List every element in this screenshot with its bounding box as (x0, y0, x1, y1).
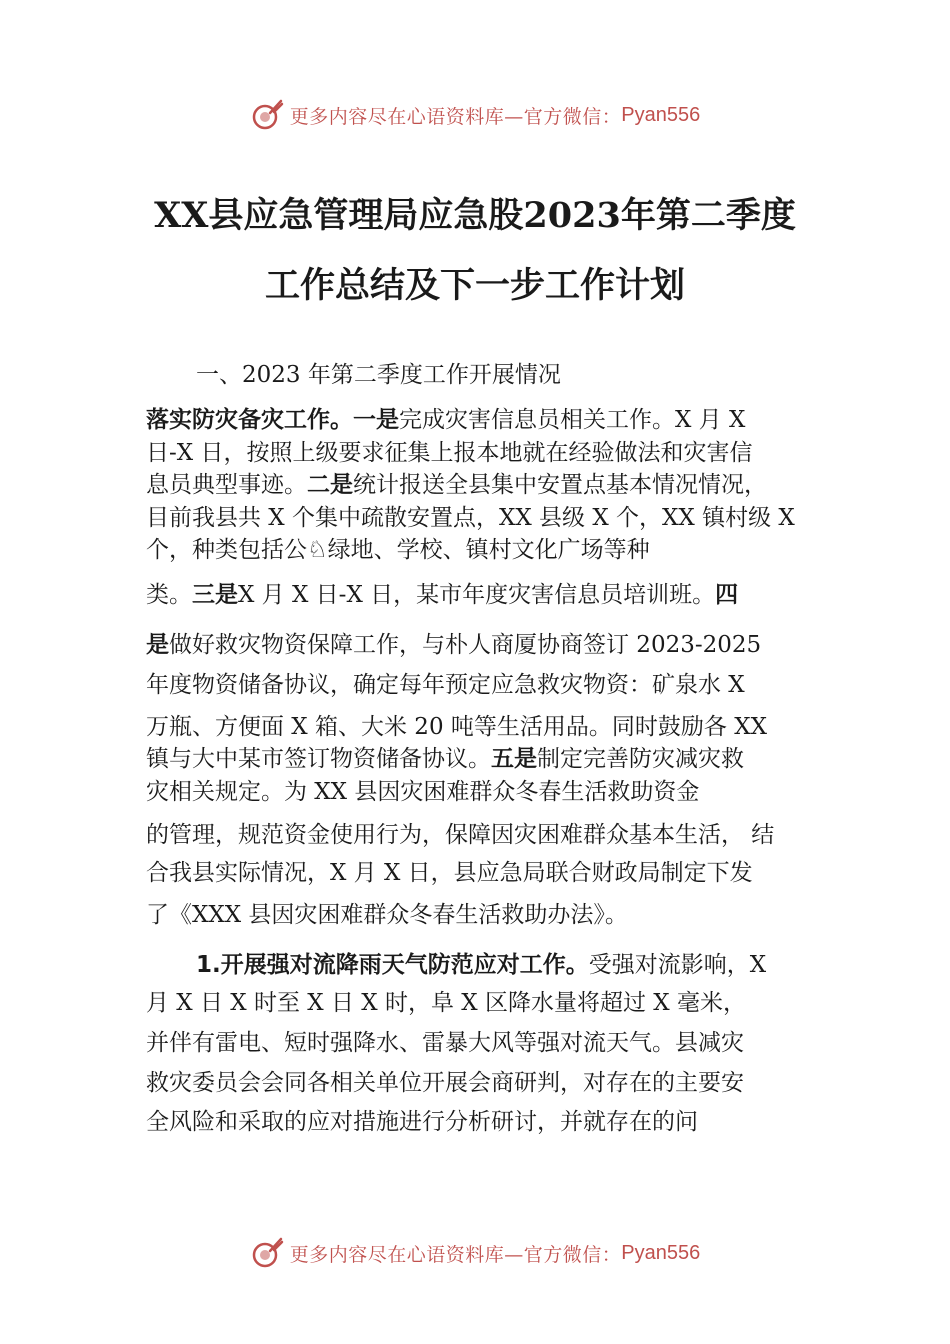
text-run: 了《XXX 县因灾困难群众冬春生活救助办法》。 (146, 902, 628, 928)
text-run: 救灾委员会会同各相关单位开展会商研判，对存在的主要安 (146, 1070, 744, 1096)
body-line (146, 1068, 744, 1098)
text-run: X 月 X 日-X 日，某市年度灾害信息员培训班。 (238, 582, 716, 608)
body-line (146, 580, 738, 610)
text-run: 完成灾害信息员相关工作。X 月 X (399, 407, 746, 433)
watermark-bottom (0, 1233, 950, 1273)
bold-phrase: 四 (715, 582, 739, 608)
body-line (146, 858, 753, 888)
body-line (146, 670, 745, 700)
document-title-line1: XX县应急管理局应急股2023年第二季度 (154, 195, 796, 236)
watermark-logo-icon (250, 98, 284, 132)
watermark-text: 更多内容尽在心语资料库—官方微信： (289, 1243, 622, 1266)
text-run: 月 X 日 X 时至 X 日 X 时，阜 X 区降水量将超过 X 毫米， (146, 990, 746, 1016)
text-run: 并伴有雷电、短时强降水、雷暴大风等强对流天气。县减灾 (146, 1030, 744, 1056)
text-run: 灾相关规定。为 XX 县因灾困难群众冬春生活救助资金 (146, 779, 700, 805)
watermark-id: Pyan556 (621, 1241, 701, 1264)
body-line (146, 405, 745, 435)
body-line (146, 1107, 698, 1137)
bold-phrase: 五是 (491, 746, 537, 772)
text-run: 合我县实际情况，X 月 X 日，县应急局联合财政局制定下发 (146, 860, 753, 886)
text-run: 制定完善防灾减灾救 (537, 746, 744, 772)
text-run: 万瓶、方便面 X 箱、大米 20 吨等生活用品。同时鼓励各 XX (146, 714, 767, 740)
bold-phrase: 是 (146, 632, 169, 658)
watermark-logo-icon (250, 1236, 284, 1270)
text-run: 统计报送全县集中安置点基本情况情况， (353, 472, 767, 498)
body-line (146, 630, 761, 660)
document-title-line2: 工作总结及下一步工作计划 (264, 265, 685, 306)
bold-phrase: 二是 (307, 472, 353, 498)
bold-phrase: 1.开展强对流降雨天气防范应对工作。 (196, 952, 589, 978)
text-run: 受强对流影响，X (588, 952, 767, 978)
watermark-text: 更多内容尽在心语资料库—官方微信： (289, 105, 622, 128)
body-line (146, 470, 767, 500)
body-line (146, 535, 650, 565)
bold-phrase: 落实防灾备灾工作。一是 (146, 407, 399, 433)
bold-phrase: 三是 (192, 582, 238, 608)
text-run: 个，种类包括公♘绿地、学校、镇村文化广场等种 (146, 537, 650, 563)
body-line (146, 438, 752, 468)
watermark-top (0, 95, 950, 135)
text-run: 日-X 日，按照上级要求征集上报本地就在经验做法和灾害信 (146, 440, 753, 466)
text-run: 目前我县共 X 个集中疏散安置点，XX 县级 X 个，XX 镇村级 X (146, 505, 795, 531)
body-line (146, 712, 767, 742)
watermark-id: Pyan556 (621, 103, 701, 126)
text-run: 年度物资储备协议，确定每年预定应急救灾物资：矿泉水 X (146, 672, 745, 698)
body-line (146, 777, 699, 807)
text-run: 的管理，规范资金使用行为，保障因灾困难群众基本生活， 结 (146, 822, 775, 848)
text-run: 息员典型事迹。 (146, 472, 307, 498)
body-line (146, 1028, 744, 1058)
text-run: 全风险和采取的应对措施进行分析研讨，并就存在的问 (146, 1109, 698, 1135)
body-line (146, 988, 746, 1018)
body-line (146, 900, 628, 930)
text-run: 类。 (146, 582, 192, 608)
text-run: 做好救灾物资保障工作，与朴人商厦协商签订 2023-2025 (169, 632, 762, 658)
body-line (196, 950, 766, 980)
body-line (146, 820, 774, 850)
body-line (146, 744, 744, 774)
section-heading: 一、2023 年第二季度工作开展情况 (196, 362, 561, 388)
body-line (146, 503, 795, 533)
text-run: 镇与大中某市签订物资储备协议。 (146, 746, 491, 772)
